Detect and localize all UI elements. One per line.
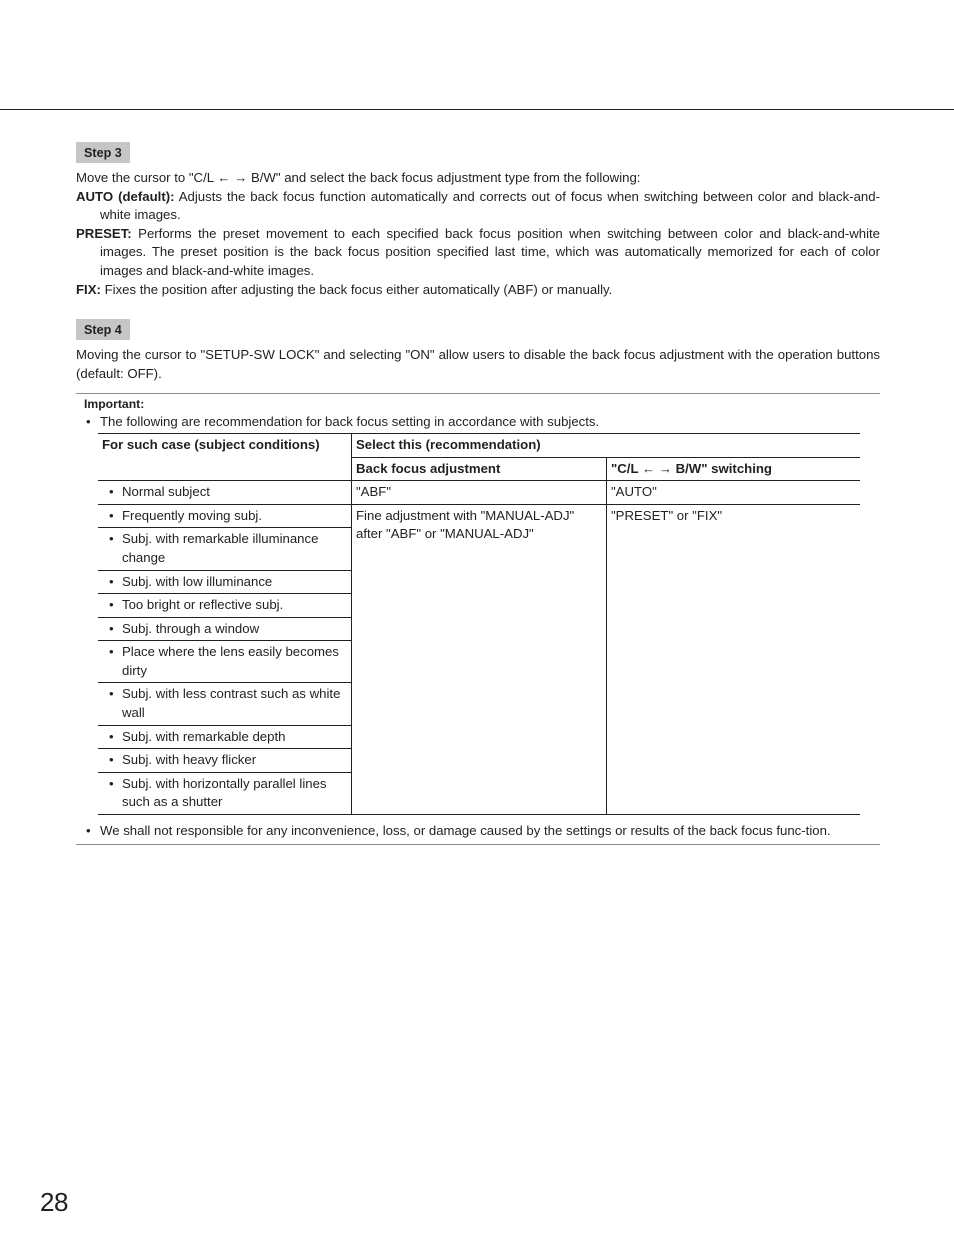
condition-cell: • Frequently moving subj. xyxy=(98,504,352,528)
step3-intro: Move the cursor to "C/L ← → B/W" and select the back focus adjustment type from the following: xyxy=(76,170,641,185)
condition-cell: • Subj. with less contrast such as white wall xyxy=(98,683,352,725)
backfocus-merged-cell: Fine adjustment with "MANUAL-ADJ" after "ABF" or "MANUAL-ADJ" xyxy=(352,504,607,814)
definition-term: FIX: xyxy=(76,281,101,297)
condition-cell: • Subj. through a window xyxy=(98,617,352,641)
page-number: 28 xyxy=(40,1187,68,1217)
step4-label: Step 4 xyxy=(76,319,130,340)
header-condition: For such case (subject conditions) xyxy=(98,433,352,480)
important-title: Important: xyxy=(84,397,145,412)
recommendation-table xyxy=(98,433,860,815)
page-content xyxy=(76,142,880,845)
switching-cell: "AUTO" xyxy=(607,481,861,505)
step3-label: Step 3 xyxy=(76,142,130,163)
header-backfocus: Back focus adjustment xyxy=(352,457,607,481)
important-bullet-2: • We shall not responsible for any inconvenience, loss, or damage caused by the settings or results of the back focus func-tion. xyxy=(76,822,880,841)
condition-cell: • Subj. with remarkable illuminance change xyxy=(98,528,352,570)
definition-text: Adjusts the back focus function automatically and corrects out of focus when switching between color and black-and-white images. xyxy=(100,188,880,223)
condition-cell: • Subj. with remarkable depth xyxy=(98,725,352,749)
definition-preset xyxy=(76,225,880,281)
step4-text: Moving the cursor to "SETUP-SW LOCK" and selecting "ON" allow users to disable the back focus adjustment with the operation buttons (default: OFF). xyxy=(76,347,880,381)
backfocus-cell: "ABF" xyxy=(352,481,607,505)
definition-text: Performs the preset movement to each specified back focus position when switching between color and black-and-white images. The preset position is the back focus position specified last time, which was automatically memorized for each of color images and black-and-white images. xyxy=(100,225,880,278)
condition-cell: • Subj. with low illuminance xyxy=(98,570,352,594)
important-box xyxy=(76,393,880,844)
header-select: Select this (recommendation) xyxy=(352,433,861,457)
definition-auto xyxy=(76,188,880,225)
definition-term: AUTO (default): xyxy=(76,188,175,204)
header-switching: "C/L ← → B/W" switching xyxy=(607,457,861,481)
switching-merged-cell: "PRESET" or "FIX" xyxy=(607,504,861,814)
condition-cell: • Normal subject xyxy=(98,481,352,505)
condition-cell: • Too bright or reflective subj. xyxy=(98,594,352,618)
definition-fix xyxy=(76,281,880,300)
condition-cell: • Place where the lens easily becomes dirty xyxy=(98,641,352,683)
definition-term: PRESET: xyxy=(76,225,132,241)
important-bullet-1: • The following are recommendation for back focus setting in accordance with subjects. xyxy=(76,413,880,432)
condition-cell: • Subj. with heavy flicker xyxy=(98,749,352,773)
top-rule xyxy=(0,109,954,110)
condition-cell: • Subj. with horizontally parallel lines such as a shutter xyxy=(98,772,352,814)
definition-text: Fixes the position after adjusting the back focus either automatically (ABF) or manually. xyxy=(100,281,613,297)
